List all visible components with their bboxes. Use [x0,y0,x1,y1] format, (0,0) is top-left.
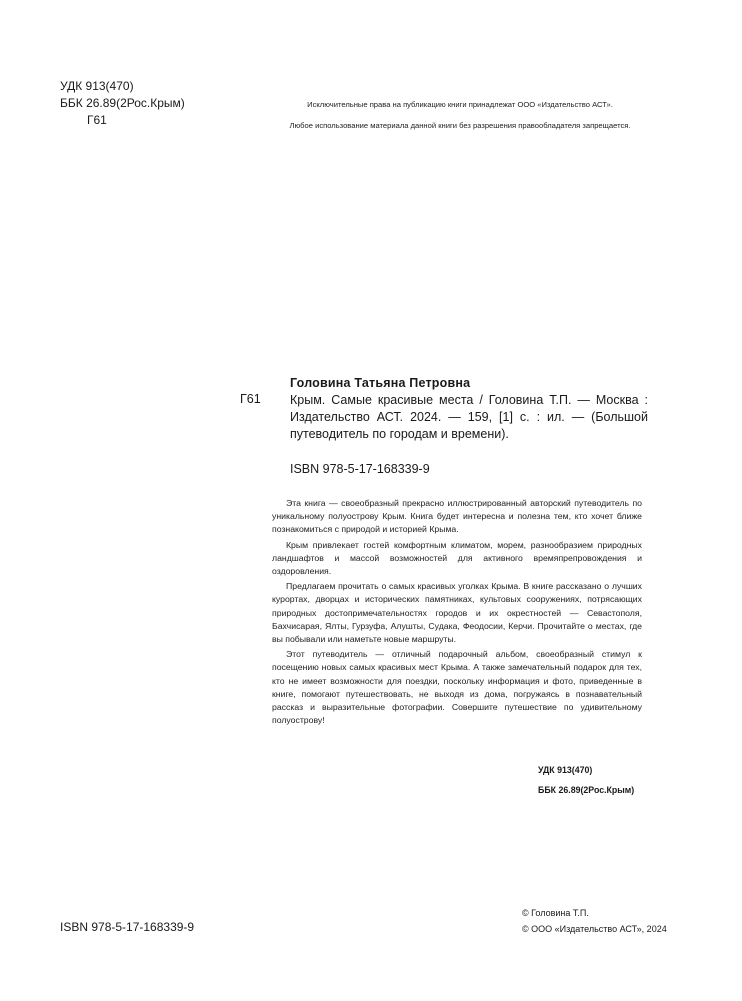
bibliographic-description: Крым. Самые красивые места / Головина Т.П. — Москва : Издательство АСТ. 2024. — 159, [1] с. : ил. — (Большой путеводитель по городам и времени). [290,393,648,441]
bbk-code: ББК 26.89(2Рос.Крым) [60,96,185,110]
bottom-classification [538,760,634,800]
annotation [272,497,642,729]
rights-notice: Исключительные права на публикацию книги принадлежат ООО «Издательство АСТ». [307,100,613,109]
bbk-code: ББК 26.89(2Рос.Крым) [538,785,635,795]
footer-isbn: ISBN 978-5-17-168339-9 [60,920,195,934]
udk-code: УДК 913(470) [60,79,134,93]
record-isbn: ISBN 978-5-17-168339-9 [290,462,430,476]
udk-code: УДК 913(470) [538,765,593,775]
record-sign: Г61 [240,392,261,406]
usage-notice: Любое использование материала данной книги без разрешения правообладателя запрещается. [289,121,631,130]
annotation-paragraph: Этот путеводитель — отличный подарочный альбом, своеобразный стимул к посещению новых самых красивых мест Крыма. А также замечательный подарок для тех, кто не имеет возможности для поездки, поскольку информация и фото, приведенные в книге, помогают путешествовать, не выходя из дома, погружаясь в познавательный рассказ и выразительные фотографии. Совершите путешествие по удивительному полуострову! [272,649,642,726]
annotation-paragraph: Крым привлекает гостей комфортным климатом, морем, разнообразием природных ландшафтов и массой возможностей для активного времяпрепровождения и оздоровления. [272,539,642,577]
top-classification [60,78,185,129]
record-author: Головина Татьяна Петровна [290,376,471,390]
copyright-author: © Головина Т.П. [522,908,589,918]
annotation-paragraph: Эта книга — своеобразный прекрасно иллюстрированный авторский путеводитель по уникальному полуострову Крым. Книга будет интересна и полезна тем, кто хочет ближе познакомиться с природой и историей Крыма. [272,498,642,535]
annotation-paragraph: Предлагаем прочитать о самых красивых уголках Крыма. В книге рассказано о лучших курортах, дворцах и исторических памятниках, культовых сооружениях, потрясающих природных достопримечательностях городов и их окрестностей — Севастополя, Бахчисарая, Ялты, Гурзуфа, Алушты, Судака, Феодосии, Керчи. Прочитайте о местах, где вы побывали или наметьте новые маршруты. [272,581,642,645]
copyright-publisher: © ООО «Издательство АСТ», 2024 [522,924,667,934]
copyright-block [522,905,667,937]
author-sign: Г61 [87,113,107,127]
